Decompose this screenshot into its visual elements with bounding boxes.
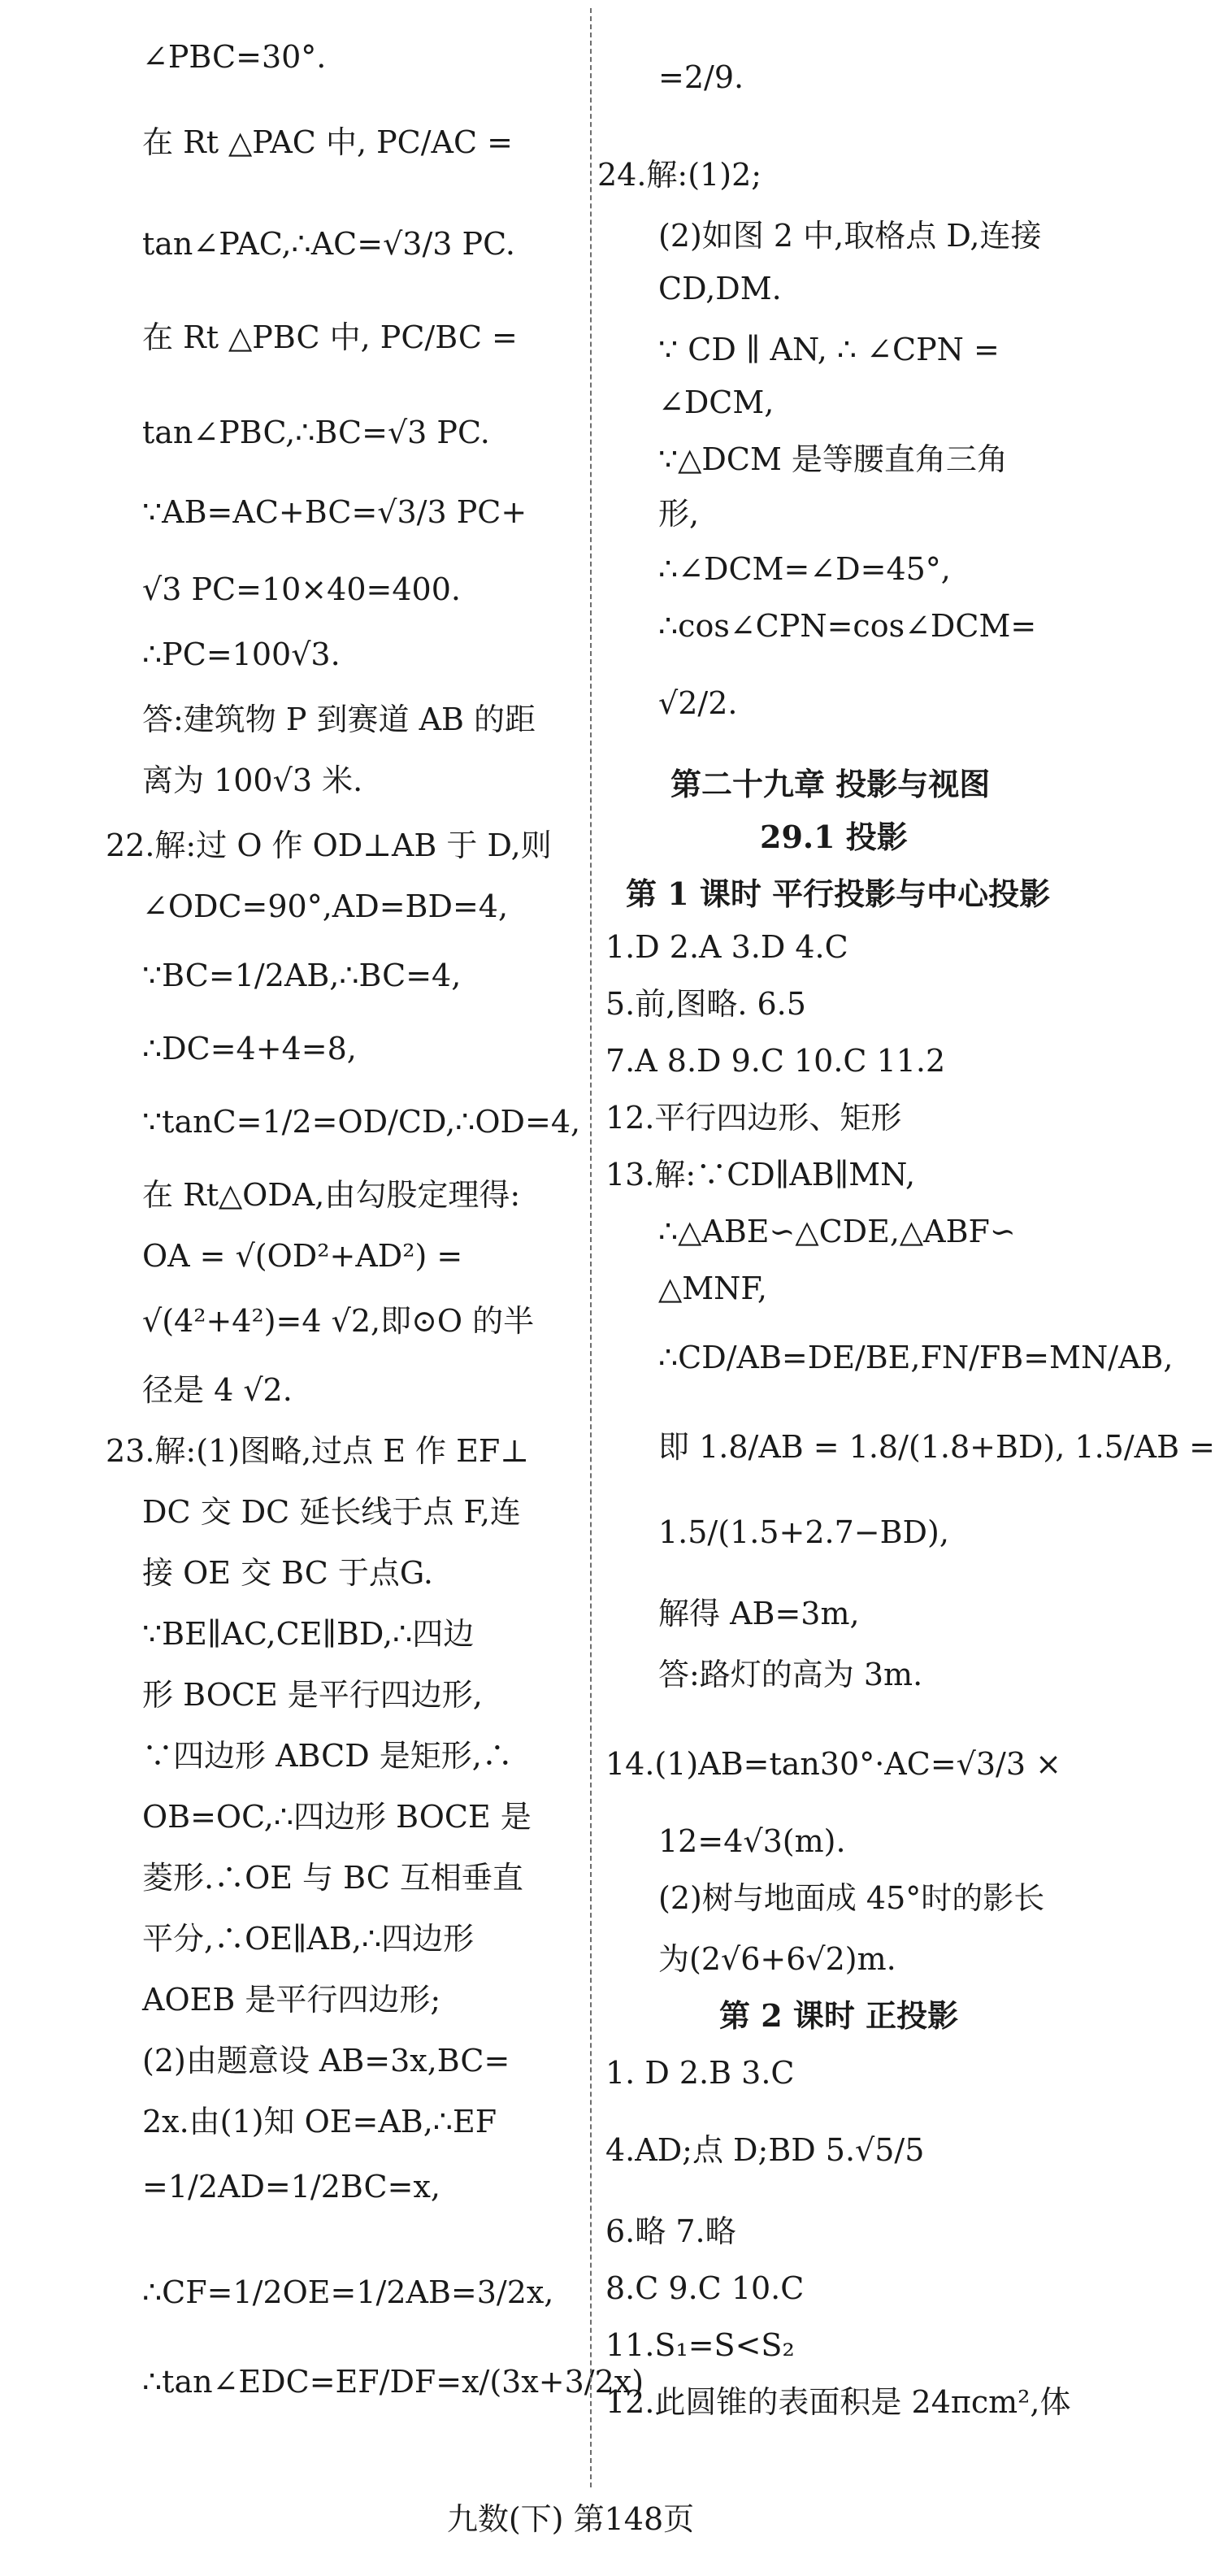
left-text-line: ∠PBC=30°. bbox=[142, 39, 327, 75]
right-text-line: 第 1 课时 平行投影与中心投影 bbox=[626, 875, 1051, 912]
left-text-line: 在 Rt△ODA,由勾股定理得: bbox=[142, 1177, 521, 1213]
left-text-line: OB=OC,∴四边形 BOCE 是 bbox=[142, 1799, 532, 1835]
right-text-line: 4.AD;点 D;BD 5.√5/5 bbox=[605, 2132, 925, 2168]
right-text-line: ∴CD/AB=DE/BE,FN/FB=MN/AB, bbox=[658, 1340, 1174, 1375]
right-text-line: 12.此圆锥的表面积是 24πcm²,体 bbox=[605, 2384, 1071, 2420]
right-text-line: 29.1 投影 bbox=[760, 819, 908, 855]
right-text-line: 13.解:∵CD∥AB∥MN, bbox=[605, 1157, 916, 1192]
right-text-line: 24.解:(1)2; bbox=[597, 157, 762, 193]
right-text-line: 7.A 8.D 9.C 10.C 11.2 bbox=[605, 1043, 946, 1079]
right-text-line: 形, bbox=[658, 496, 700, 532]
right-text-line: 1.5/(1.5+2.7−BD), bbox=[658, 1514, 949, 1550]
right-text-line: 11.S₁=S<S₂ bbox=[605, 2327, 795, 2363]
left-text-line: (2)由题意设 AB=3x,BC= bbox=[142, 2043, 510, 2079]
left-text-line: 径是 4 √2. bbox=[142, 1372, 293, 1408]
left-text-line: ∵BE∥AC,CE∥BD,∴四边 bbox=[142, 1616, 475, 1652]
left-text-line: ∴DC=4+4=8, bbox=[142, 1031, 357, 1066]
left-text-line: 接 OE 交 BC 于点G. bbox=[142, 1555, 433, 1591]
right-text-line: 12=4√3(m). bbox=[658, 1823, 846, 1859]
right-text-line: √2/2. bbox=[658, 685, 738, 721]
left-text-line: ∴CF=1/2OE=1/2AB=3/2x, bbox=[142, 2274, 554, 2310]
left-text-line: ∵四边形 ABCD 是矩形,∴ bbox=[142, 1738, 513, 1774]
right-text-line: 1.D 2.A 3.D 4.C bbox=[605, 929, 848, 965]
left-text-line: ∴tan∠EDC=EF/DF=x/(3x+3/2x) bbox=[142, 2364, 644, 2400]
left-text-line: AOEB 是平行四边形; bbox=[142, 1982, 441, 2018]
column-divider bbox=[590, 8, 592, 2487]
right-text-line: 答:路灯的高为 3m. bbox=[658, 1657, 923, 1692]
left-text-line: 答:建筑物 P 到赛道 AB 的距 bbox=[142, 702, 536, 737]
left-text-line: tan∠PBC,∴BC=√3 PC. bbox=[142, 415, 490, 450]
right-text-line: ∴∠DCM=∠D=45°, bbox=[658, 551, 951, 587]
left-text-line: tan∠PAC,∴AC=√3/3 PC. bbox=[142, 226, 515, 262]
right-text-line: CD,DM. bbox=[658, 271, 782, 306]
right-text-line: 解得 AB=3m, bbox=[658, 1596, 860, 1631]
right-text-line: ∴cos∠CPN=cos∠DCM= bbox=[658, 608, 1037, 644]
left-text-line: 离为 100√3 米. bbox=[142, 762, 363, 798]
right-text-line: 即 1.8/AB = 1.8/(1.8+BD), 1.5/AB = bbox=[658, 1429, 1215, 1465]
right-text-line: ∠DCM, bbox=[658, 384, 775, 420]
left-text-line: 22.解:过 O 作 OD⊥AB 于 D,则 bbox=[106, 828, 552, 863]
right-text-line: ∵ CD ∥ AN, ∴ ∠CPN = bbox=[658, 332, 1000, 367]
left-text-line: 2x.由(1)知 OE=AB,∴EF bbox=[142, 2104, 497, 2139]
right-text-line: =2/9. bbox=[658, 59, 744, 95]
right-text-line: 为(2√6+6√2)m. bbox=[658, 1941, 896, 1977]
right-text-line: 8.C 9.C 10.C bbox=[605, 2270, 805, 2306]
right-text-line: 第二十九章 投影与视图 bbox=[670, 766, 991, 802]
left-text-line: ∠ODC=90°,AD=BD=4, bbox=[142, 888, 509, 924]
left-text-line: 在 Rt △PBC 中, PC/BC = bbox=[142, 319, 518, 355]
left-text-line: 菱形.∴OE 与 BC 互相垂直 bbox=[142, 1860, 523, 1896]
left-text-line: 23.解:(1)图略,过点 E 作 EF⊥ bbox=[106, 1433, 529, 1469]
right-text-line: (2)如图 2 中,取格点 D,连接 bbox=[658, 218, 1042, 254]
right-text-line: ∴△ABE∽△CDE,△ABF∽ bbox=[658, 1214, 1016, 1249]
left-text-line: 平分,∴OE∥AB,∴四边形 bbox=[142, 1921, 475, 1957]
right-text-line: ∵△DCM 是等腰直角三角 bbox=[658, 441, 1008, 477]
left-text-line: 形 BOCE 是平行四边形, bbox=[142, 1677, 483, 1713]
left-text-line: ∴PC=100√3. bbox=[142, 636, 341, 672]
right-text-line: (2)树与地面成 45°时的影长 bbox=[658, 1880, 1045, 1916]
left-text-line: 在 Rt △PAC 中, PC/AC = bbox=[142, 124, 513, 160]
right-text-line: 6.略 7.略 bbox=[605, 2213, 736, 2249]
right-text-line: △MNF, bbox=[658, 1271, 767, 1306]
left-text-line: ∵tanC=1/2=OD/CD,∴OD=4, bbox=[142, 1104, 581, 1140]
left-text-line: =1/2AD=1/2BC=x, bbox=[142, 2169, 440, 2205]
page-footer: 九数(下) 第148页 bbox=[446, 2501, 695, 2537]
right-text-line: 12.平行四边形、矩形 bbox=[605, 1100, 902, 1136]
right-text-line: 1. D 2.B 3.C bbox=[605, 2055, 795, 2091]
right-text-line: 14.(1)AB=tan30°·AC=√3/3 × bbox=[605, 1746, 1061, 1782]
left-text-line: ∵BC=1/2AB,∴BC=4, bbox=[142, 958, 462, 993]
right-text-line: 第 2 课时 正投影 bbox=[719, 1997, 959, 2034]
left-text-line: √3 PC=10×40=400. bbox=[142, 571, 461, 607]
left-text-line: ∵AB=AC+BC=√3/3 PC+ bbox=[142, 494, 527, 530]
right-text-line: 5.前,图略. 6.5 bbox=[605, 986, 806, 1022]
left-text-line: √(4²+4²)=4 √2,即⊙O 的半 bbox=[142, 1303, 535, 1339]
left-text-line: OA = √(OD²+AD²) = bbox=[142, 1238, 463, 1274]
left-text-line: DC 交 DC 延长线于点 F,连 bbox=[142, 1494, 521, 1530]
